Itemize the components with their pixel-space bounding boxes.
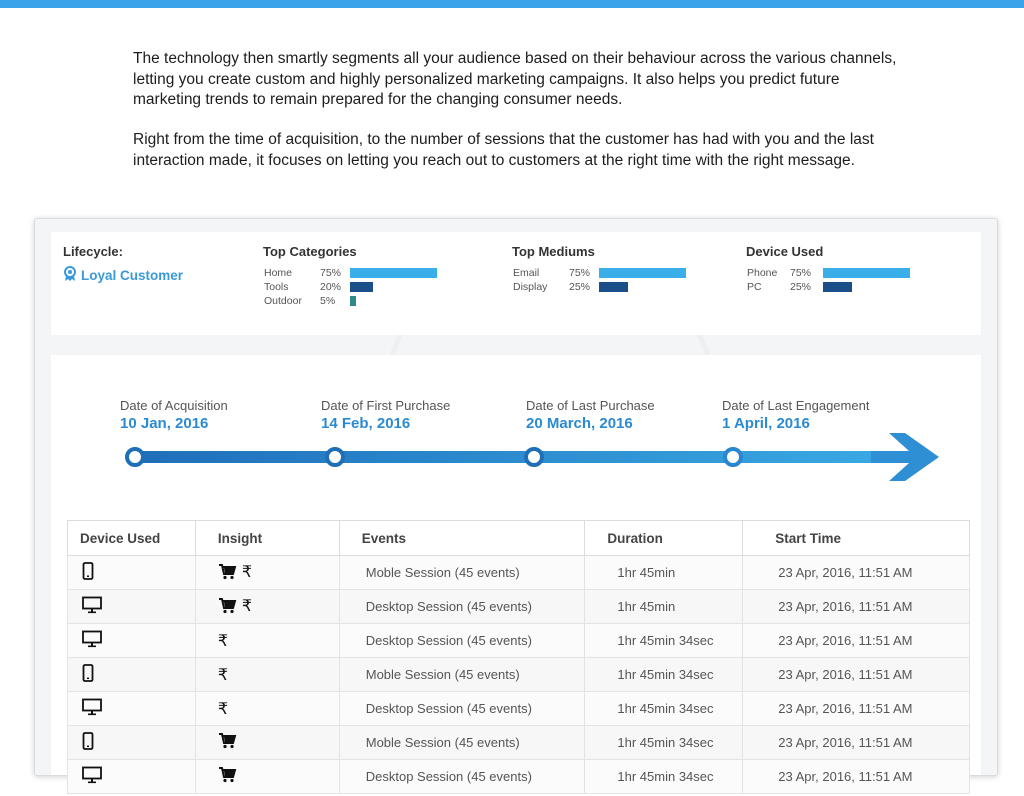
category-label: Home xyxy=(264,267,293,279)
events-cell: Moble Session (45 events) xyxy=(339,556,585,590)
insight-cell xyxy=(195,726,339,760)
cart-icon xyxy=(218,733,236,749)
intro-paragraph-1: The technology then smartly segments all your audience based on their behaviour across the various channels, letting you create custom and highly personalized marketing campaigns. It also helps you predict future marketing trends to remain prepared for the changing consumer needs. xyxy=(133,50,897,108)
medium-label: Email xyxy=(513,267,540,279)
timeline-node-first-purchase xyxy=(327,449,343,465)
medium-bar xyxy=(599,268,686,278)
desktop-icon xyxy=(82,630,102,648)
events-cell: Desktop Session (45 events) xyxy=(339,624,585,658)
device-used-title: Device Used xyxy=(746,244,824,259)
events-cell: Moble Session (45 events) xyxy=(339,726,585,760)
table-header-row xyxy=(68,521,970,556)
start-time-cell: 23 Apr, 2016, 11:51 AM xyxy=(743,726,970,760)
header-events: Events xyxy=(339,521,585,556)
insight-cell xyxy=(195,590,339,624)
device-percent: 75% xyxy=(790,267,812,279)
top-accent-bar xyxy=(0,0,1024,8)
duration-cell: 1hr 45min 34sec xyxy=(585,760,743,794)
rupee-icon: ₹ xyxy=(217,631,229,650)
timeline-date-first-purchase: 14 Feb, 2016 xyxy=(321,415,411,432)
duration-cell: 1hr 45min 34sec xyxy=(585,726,743,760)
duration-cell: 1hr 45min 34sec xyxy=(585,658,743,692)
events-cell: Desktop Session (45 events) xyxy=(339,692,585,726)
timeline-panel xyxy=(51,355,981,784)
device-cell xyxy=(68,590,196,624)
insight-cell xyxy=(195,556,339,590)
header-insight: Insight xyxy=(195,521,339,556)
medium-row xyxy=(513,266,713,280)
device-cell xyxy=(68,726,196,760)
top-mediums-chart xyxy=(513,266,713,294)
table-row[interactable] xyxy=(68,590,970,624)
timeline-label-acquisition: Date of Acquisition xyxy=(120,398,228,413)
summary-panel xyxy=(51,232,981,335)
insight-cell xyxy=(195,760,339,794)
insight-cell xyxy=(195,624,339,658)
insight-cell xyxy=(195,658,339,692)
duration-cell: 1hr 45min xyxy=(585,590,743,624)
start-time-cell: 23 Apr, 2016, 11:51 AM xyxy=(743,624,970,658)
badge-icon xyxy=(63,266,77,285)
timeline-arrow xyxy=(51,355,981,515)
category-row xyxy=(264,280,464,294)
medium-bar xyxy=(599,282,628,292)
header-start-time: Start Time xyxy=(743,521,970,556)
device-used-chart xyxy=(747,266,947,294)
timeline-date-last-purchase: 20 March, 2016 xyxy=(526,415,633,432)
device-cell xyxy=(68,556,196,590)
lifecycle-value xyxy=(63,266,183,285)
insight-cell xyxy=(195,692,339,726)
table-row[interactable] xyxy=(68,556,970,590)
device-label: PC xyxy=(747,281,762,293)
category-percent: 5% xyxy=(320,295,336,307)
rupee-icon: ₹ xyxy=(241,596,253,616)
category-percent: 75% xyxy=(320,267,342,279)
lifecycle-label: Lifecycle: xyxy=(63,244,123,259)
category-bar xyxy=(350,268,437,278)
category-bar xyxy=(350,296,356,306)
intro-paragraph-2: Right from the time of acquisition, to the number of sessions that the customer has had with you and the last interaction made, it focuses on letting you reach out to customers at the right time with the right message. xyxy=(133,131,874,169)
device-cell xyxy=(68,760,196,794)
desktop-icon xyxy=(82,766,102,784)
start-time-cell: 23 Apr, 2016, 11:51 AM xyxy=(743,590,970,624)
rupee-icon: ₹ xyxy=(241,562,253,582)
timeline-label-last-engagement: Date of Last Engagement xyxy=(722,398,870,413)
top-mediums-title: Top Mediums xyxy=(512,244,595,259)
device-cell xyxy=(68,658,196,692)
table-row[interactable] xyxy=(68,692,970,726)
timeline-node-acquisition xyxy=(127,449,143,465)
header-duration: Duration xyxy=(585,521,743,556)
start-time-cell: 23 Apr, 2016, 11:51 AM xyxy=(743,556,970,590)
medium-row xyxy=(513,280,713,294)
duration-cell: 1hr 45min 34sec xyxy=(585,692,743,726)
table-row[interactable] xyxy=(68,726,970,760)
duration-cell: 1hr 45min 34sec xyxy=(585,624,743,658)
mobile-icon xyxy=(82,664,94,682)
top-categories-chart xyxy=(264,266,464,308)
device-percent: 25% xyxy=(790,281,812,293)
category-label: Tools xyxy=(264,281,289,293)
timeline-date-acquisition: 10 Jan, 2016 xyxy=(120,415,209,432)
start-time-cell: 23 Apr, 2016, 11:51 AM xyxy=(743,692,970,726)
events-cell: Desktop Session (45 events) xyxy=(339,590,585,624)
device-label: Phone xyxy=(747,267,778,279)
events-cell: Moble Session (45 events) xyxy=(339,658,585,692)
desktop-icon xyxy=(82,698,102,716)
category-row xyxy=(264,294,464,308)
timeline-node-last-engagement xyxy=(725,449,741,465)
mobile-icon xyxy=(82,562,94,580)
start-time-cell: 23 Apr, 2016, 11:51 AM xyxy=(743,760,970,794)
start-time-cell: 23 Apr, 2016, 11:51 AM xyxy=(743,658,970,692)
timeline-node-last-purchase xyxy=(526,449,542,465)
header-device-used: Device Used xyxy=(68,521,196,556)
sessions-table xyxy=(67,520,970,794)
cart-icon xyxy=(218,598,236,614)
table-row[interactable] xyxy=(68,624,970,658)
cart-icon xyxy=(218,564,236,580)
category-row xyxy=(264,266,464,280)
timeline-label-first-purchase: Date of First Purchase xyxy=(321,398,451,413)
lifecycle-value-text: Loyal Customer xyxy=(81,268,184,283)
category-percent: 20% xyxy=(320,281,342,293)
category-label: Outdoor xyxy=(264,295,302,307)
device-bar xyxy=(823,282,852,292)
rupee-icon: ₹ xyxy=(217,665,229,684)
timeline-date-last-engagement: 1 April, 2016 xyxy=(722,415,810,432)
customer-profile-card xyxy=(34,218,998,784)
device-row xyxy=(747,266,947,280)
mobile-icon xyxy=(82,732,94,750)
desktop-icon xyxy=(82,596,102,614)
events-cell: Desktop Session (45 events) xyxy=(339,760,585,794)
device-cell xyxy=(68,624,196,658)
duration-cell: 1hr 45min xyxy=(585,556,743,590)
device-cell xyxy=(68,692,196,726)
table-row[interactable] xyxy=(68,658,970,692)
medium-percent: 25% xyxy=(569,281,591,293)
table-row[interactable] xyxy=(68,760,970,794)
device-row xyxy=(747,280,947,294)
device-bar xyxy=(823,268,910,278)
rupee-icon: ₹ xyxy=(217,699,229,718)
timeline-label-last-purchase: Date of Last Purchase xyxy=(526,398,655,413)
top-categories-title: Top Categories xyxy=(263,244,357,259)
category-bar xyxy=(350,282,373,292)
medium-label: Display xyxy=(513,281,548,293)
medium-percent: 75% xyxy=(569,267,591,279)
cart-icon xyxy=(218,767,236,783)
